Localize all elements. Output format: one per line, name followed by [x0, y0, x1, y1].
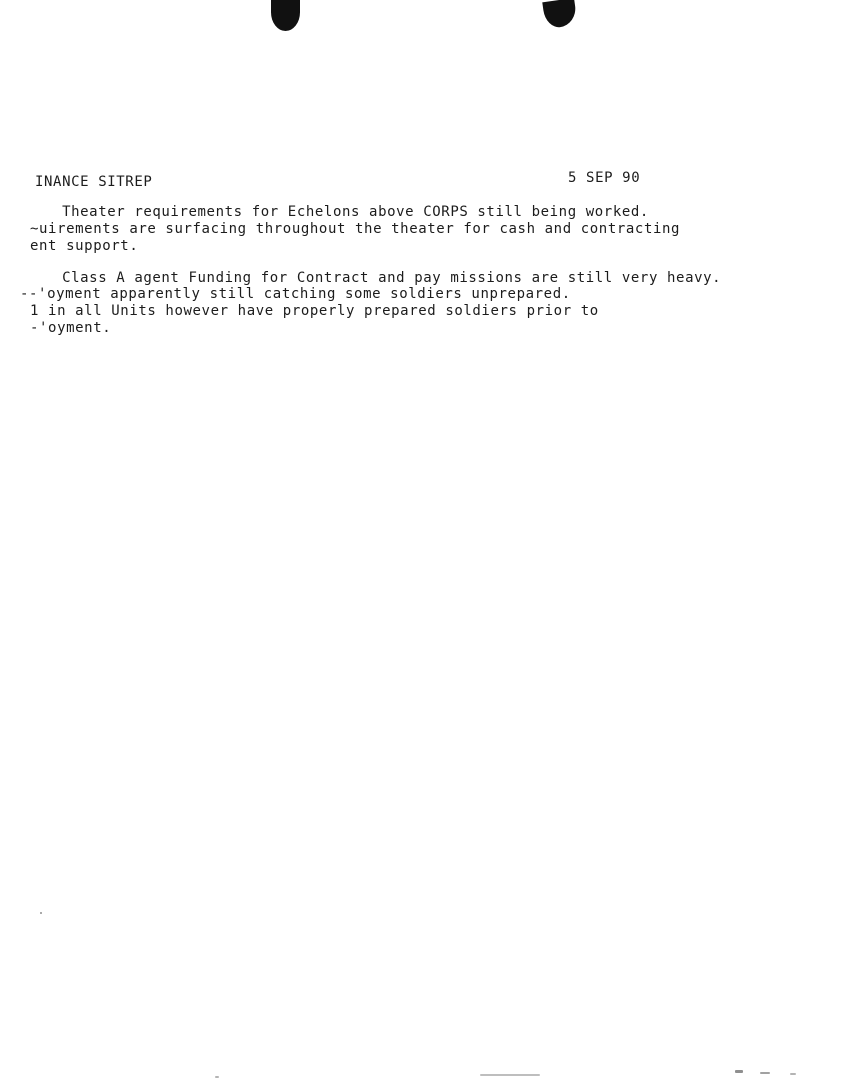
hole-punch-right: [542, 0, 577, 29]
paragraph-1-line-2: ~uirements are surfacing throughout the theater for cash and contracting: [30, 221, 681, 237]
scan-speck: [215, 1076, 219, 1078]
paragraph-1-line-3: ent support.: [30, 238, 139, 254]
paragraph-2-line-3: 1 in all Units however have properly prepared soldiers prior to: [30, 303, 599, 319]
scan-speck: [790, 1073, 796, 1075]
scan-speck: [480, 1074, 540, 1076]
scan-speck: [760, 1072, 770, 1074]
paragraph-2-line-2: --'oyment apparently still catching some soldiers unprepared.: [20, 286, 571, 302]
scan-speck: [735, 1070, 743, 1073]
scan-speck: [40, 912, 42, 914]
document-date: 5 SEP 90: [568, 170, 641, 186]
document-title: INANCE SITREP: [35, 174, 153, 190]
paragraph-1-line-1: Theater requirements for Echelons above CORPS still being worked.: [35, 204, 649, 220]
paragraph-2-line-1: Class A agent Funding for Contract and pay missions are still very heavy.: [35, 270, 722, 286]
hole-punch-left: [271, 0, 300, 31]
paragraph-2-line-4: -'oyment.: [30, 320, 112, 336]
